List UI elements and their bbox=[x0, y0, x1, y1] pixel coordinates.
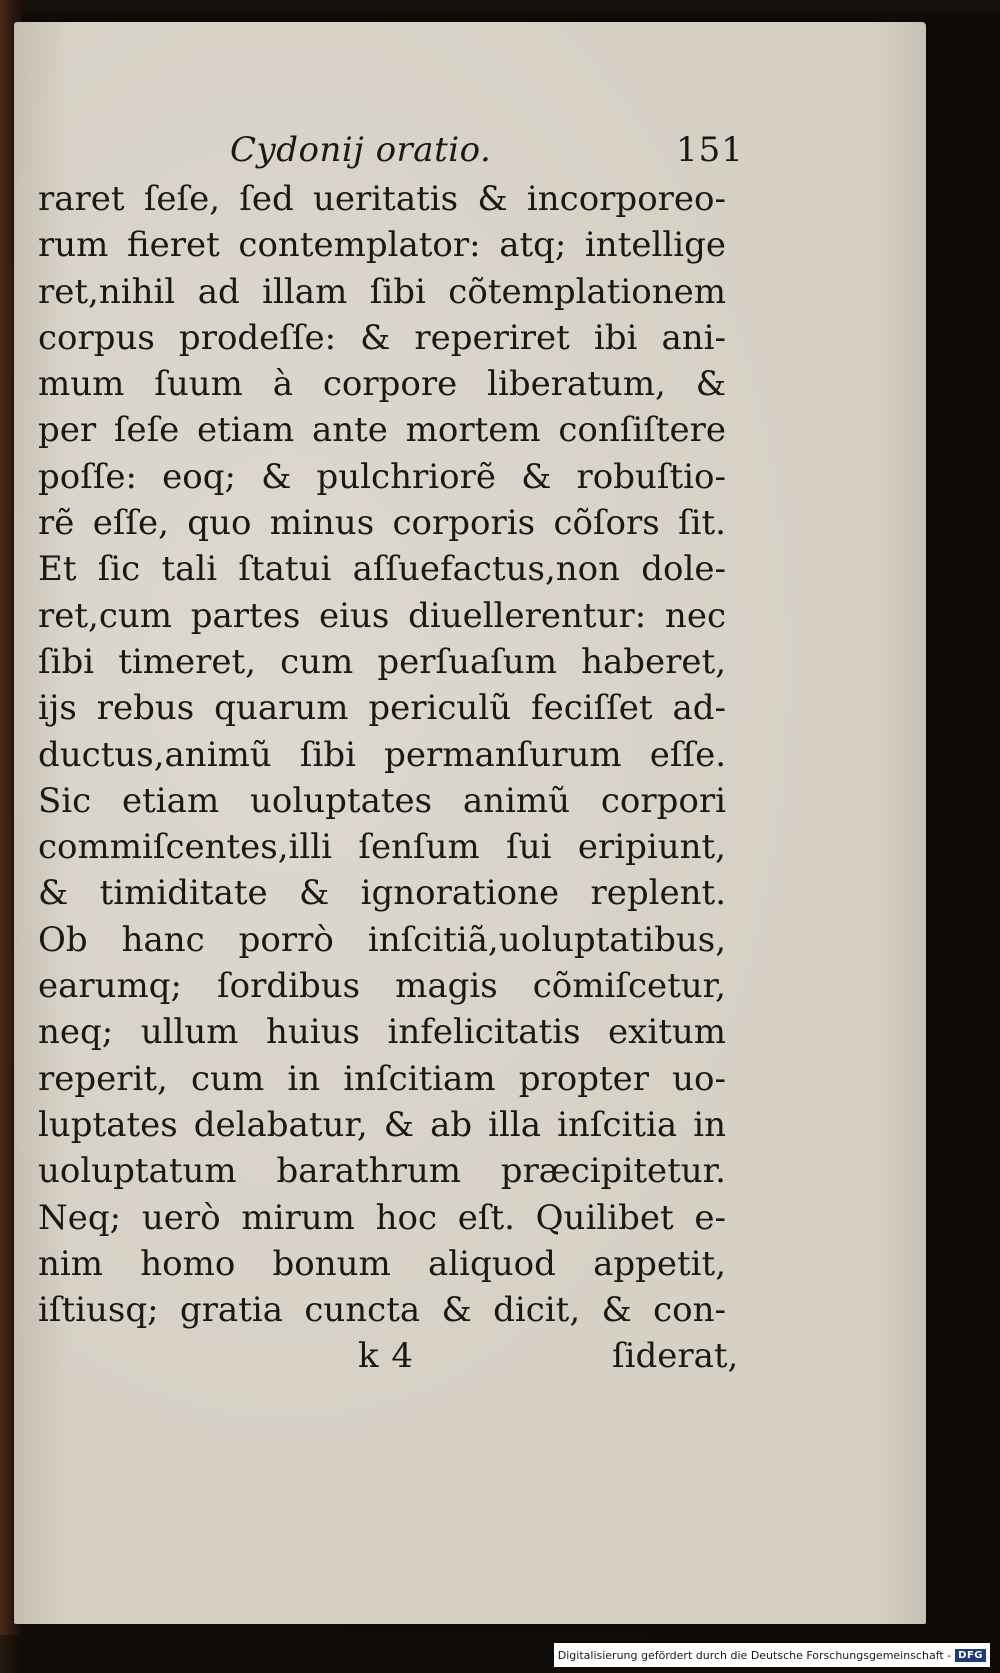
text-line: earumq; ſordibus magis cõmiſcetur, bbox=[38, 966, 726, 1007]
credit-text: Digitalisierung gefördert durch die Deutsche Forschungsgemeinschaft - bbox=[557, 1648, 952, 1662]
signature-mark: k 4 bbox=[358, 1336, 415, 1377]
catchword: ſiderat, bbox=[612, 1336, 739, 1377]
text-line: ductus,animũ ſibi permanſurum eſſe. bbox=[38, 734, 726, 775]
text-line: ret,cum partes eius diuellerentur: nec bbox=[38, 595, 726, 636]
text-line: mum ſuum à corpore liberatum, & bbox=[38, 364, 726, 405]
text-line: nim homo bonum aliquod appetit, bbox=[38, 1243, 726, 1284]
text-line: Ob hanc porrò inſcitiã,uoluptatibus, bbox=[38, 919, 726, 960]
text-line: corpus prodeſſe: & reperiret ibi ani- bbox=[38, 317, 726, 358]
page-footer bbox=[38, 1333, 738, 1379]
text-line: neq; ullum huius infelicitatis exitum bbox=[38, 1012, 726, 1053]
text-line: luptates delabatur, & ab illa inſcitia in bbox=[38, 1104, 726, 1145]
text-block bbox=[38, 118, 744, 1379]
text-line: rẽ eſſe, quo minus corporis cõſors ſit. bbox=[38, 503, 726, 544]
text-line: rum fieret contemplator: atq; intellige bbox=[38, 225, 726, 266]
text-line: raret ſeſe, ſed ueritatis & incorporeo- bbox=[38, 179, 726, 219]
top-edge bbox=[0, 0, 1000, 22]
text-line: ret,nihil ad illam ſibi cõtemplationem bbox=[38, 271, 726, 312]
digitization-credit bbox=[554, 1643, 990, 1667]
text-line: Sic etiam uoluptates animũ corpori bbox=[38, 780, 726, 821]
dfg-logo: DFG bbox=[955, 1649, 986, 1662]
text-line: Neq; uerò mirum hoc eſt. Quilibet e- bbox=[38, 1197, 726, 1238]
page-number: 151 bbox=[676, 130, 744, 170]
running-head: Cydonij oratio. bbox=[230, 130, 492, 170]
text-line: poſſe: eoq; & pulchriorẽ & robuſtio- bbox=[38, 456, 726, 497]
page-header bbox=[38, 118, 744, 176]
text-line: iſtiusq; gratia cuncta & dicit, & con- bbox=[38, 1290, 726, 1331]
text-line: commiſcentes,illi ſenſum ſui eripiunt, bbox=[38, 827, 726, 868]
text-line: Et ſic tali ſtatui aſſuefactus,non dole- bbox=[38, 549, 726, 590]
text-line: uoluptatum barathrum præcipitetur. bbox=[38, 1151, 726, 1192]
text-line: per ſeſe etiam ante mortem conſiſtere bbox=[38, 410, 726, 451]
book-page bbox=[14, 22, 926, 1624]
text-line: reperit, cum in inſcitiam propter uo- bbox=[38, 1058, 726, 1099]
body-text bbox=[38, 176, 738, 1333]
text-line: ſibi timeret, cum perſuaſum haberet, bbox=[38, 641, 726, 682]
text-line: ijs rebus quarum periculũ feciſſet ad- bbox=[38, 688, 726, 729]
text-line: & timiditate & ignoratione replent. bbox=[38, 873, 726, 914]
